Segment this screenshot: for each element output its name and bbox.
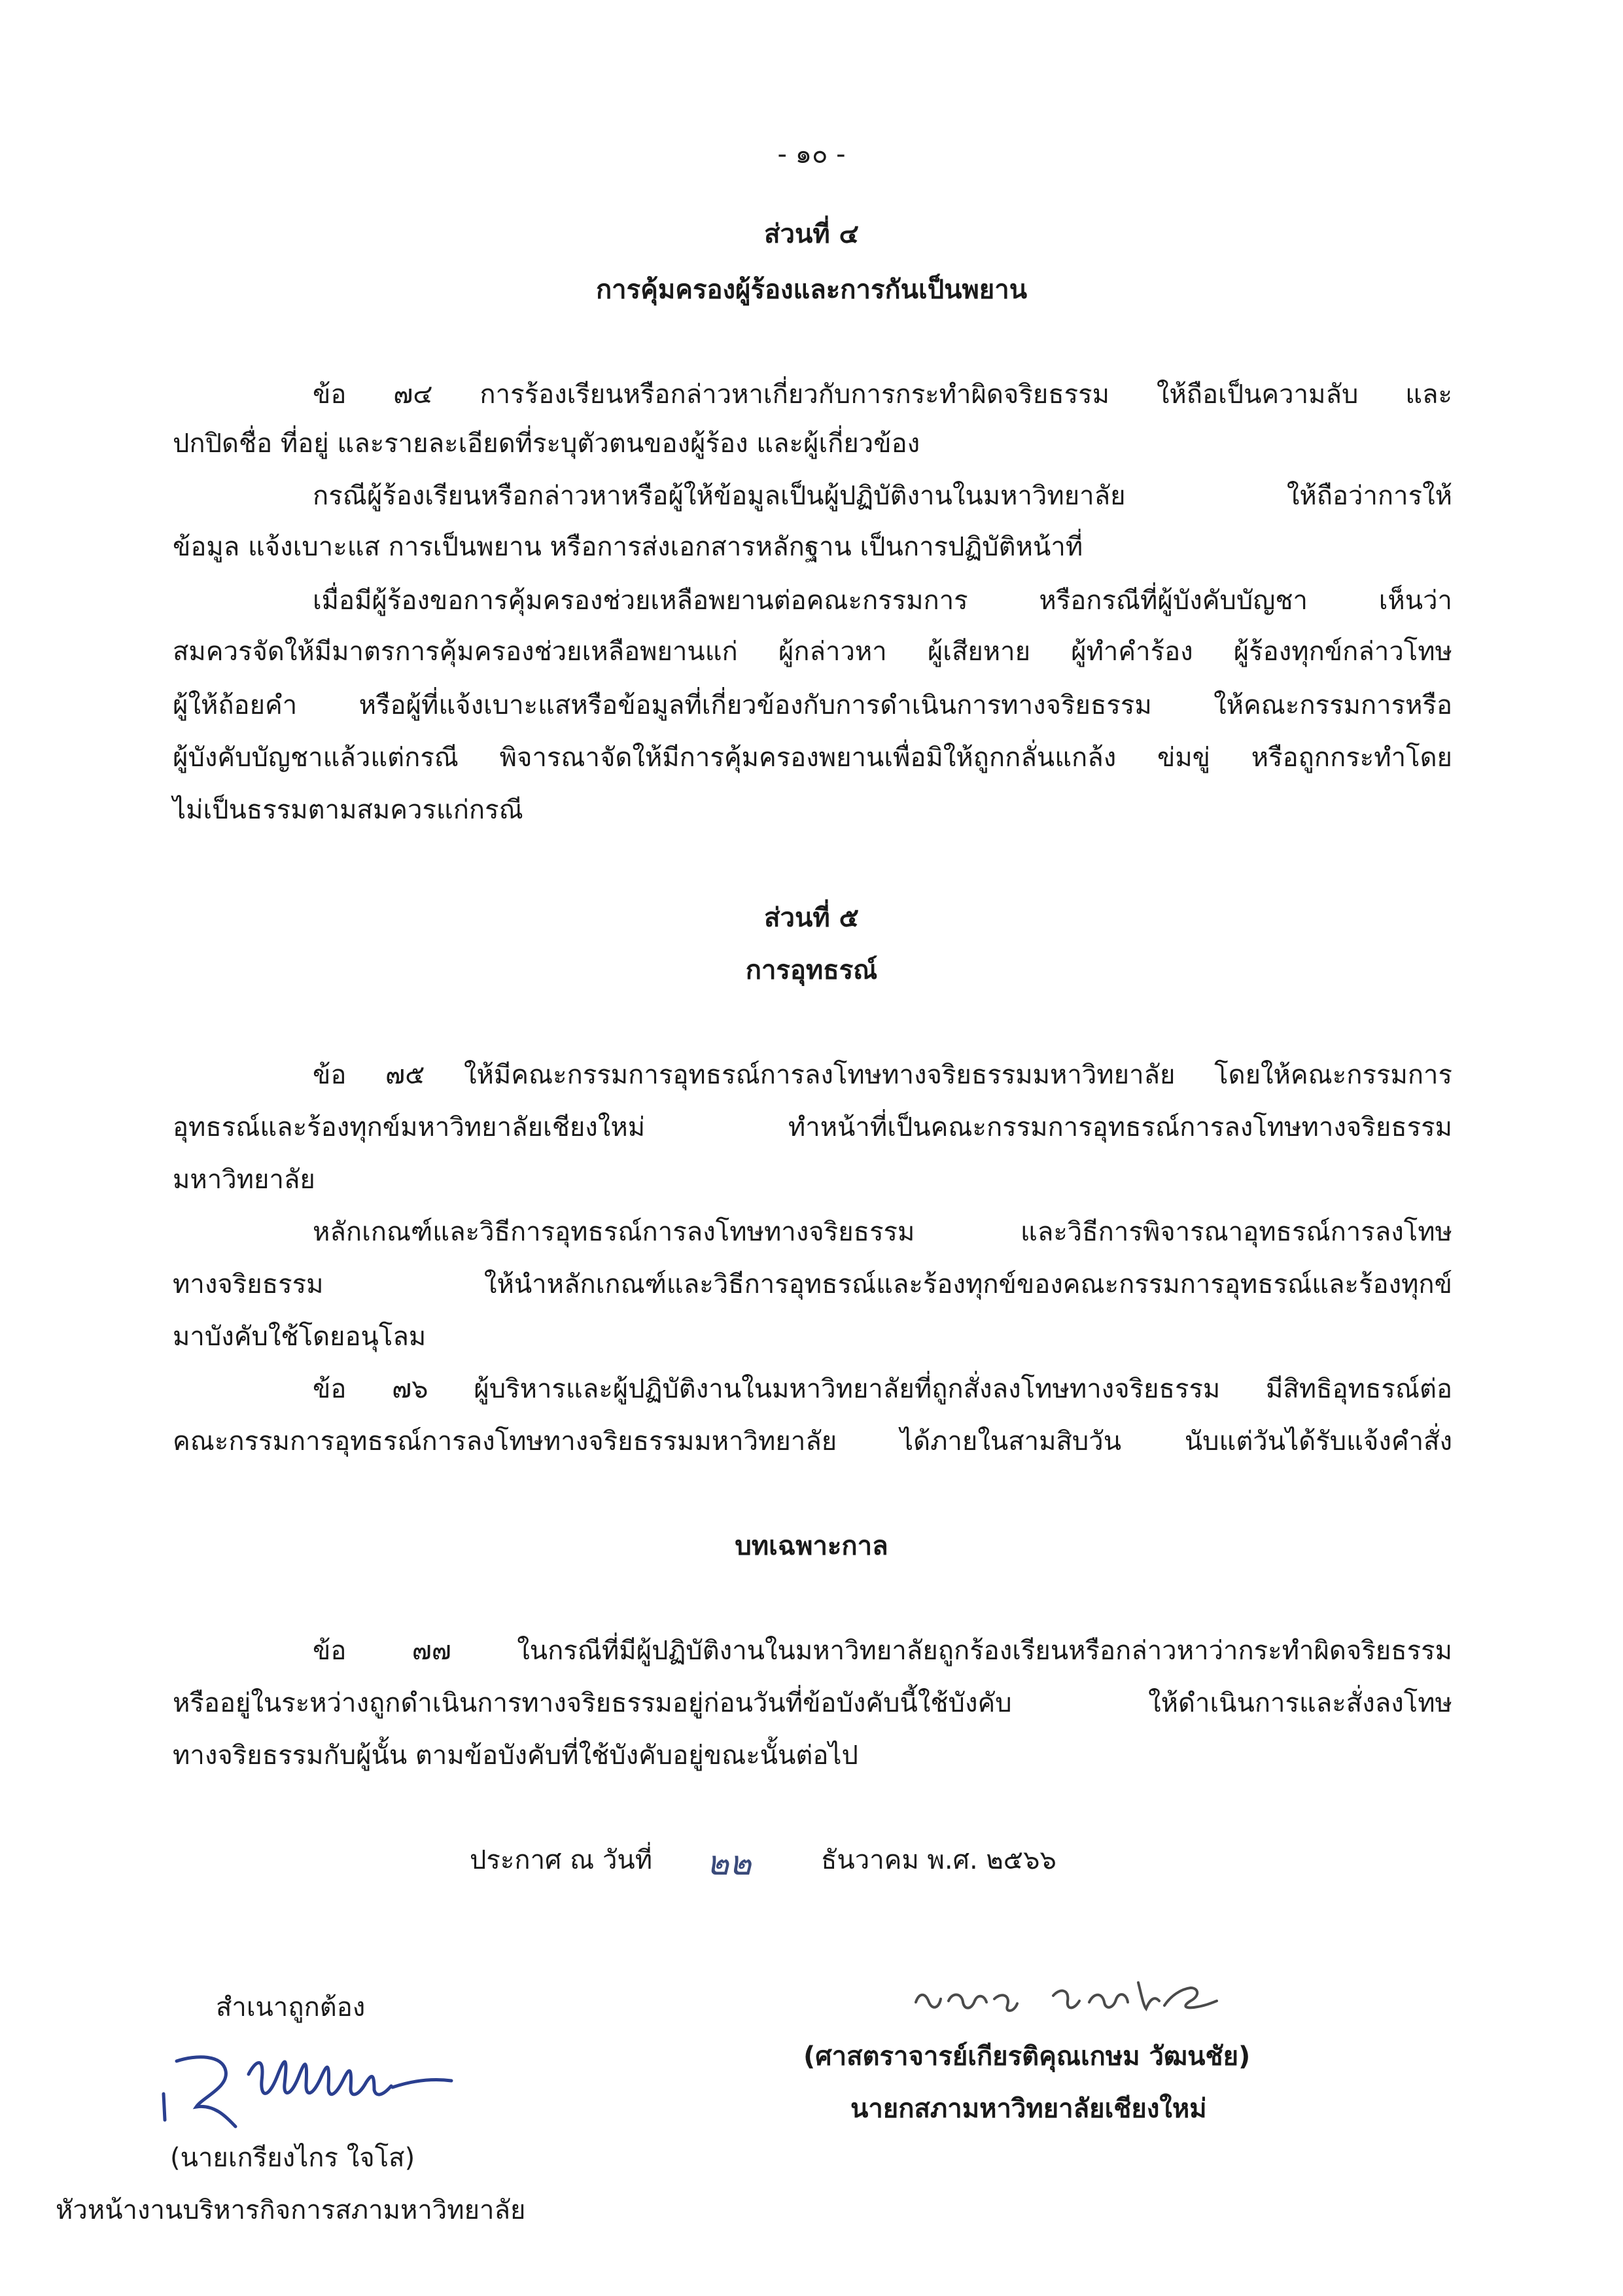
certifier-position: หัวหน้างานบริหารกิจการสภามหาวิทยาลัย [56, 2195, 526, 2225]
part4-line-9: ไม่เป็นธรรมตามสมควรแก่กรณี [173, 795, 523, 825]
part4-title: การคุ้มครองผู้ร้องและการกันเป็นพยาน [595, 275, 1028, 305]
transitional-line-2: หรืออยู่ในระหว่างถูกดำเนินการทางจริยธรรมอยู่ก่อนวันที่ข้อบังคับนี้ใช้บังคับ ให้ดำเนินการและสั่งลงโทษ [173, 1688, 1452, 1718]
part5-line-4: หลักเกณฑ์และวิธีการอุทธรณ์การลงโทษทางจริยธรรม และวิธีการพิจารณาอุทธรณ์การลงโทษ [313, 1217, 1452, 1247]
transitional-line-1: ข้อ ๗๗ ในกรณีที่มีผู้ปฏิบัติงานในมหาวิทยาลัยถูกร้องเรียนหรือกล่าวหาว่ากระทำผิดจริยธรรม [313, 1636, 1452, 1666]
part5-line-2: อุทธรณ์และร้องทุกข์มหาวิทยาลัยเชียงใหม่ ทำหน้าที่เป็นคณะกรรมการอุทธรณ์การลงโทษทางจริยธรรม [173, 1112, 1452, 1142]
part4-line-2: ปกปิดชื่อ ที่อยู่ และรายละเอียดที่ระบุตัวตนของผู้ร้อง และผู้เกี่ยวข้อง [173, 429, 920, 459]
announcement-prefix: ประกาศ ณ วันที่ [470, 1845, 653, 1875]
announcement-month-year: ธันวาคม พ.ศ. ๒๕๖๖ [821, 1845, 1056, 1875]
part5-line-7: ข้อ ๗๖ ผู้บริหารและผู้ปฏิบัติงานในมหาวิทยาลัยที่ถูกสั่งลงโทษทางจริยธรรม มีสิทธิอุทธรณ์ต่อ [313, 1374, 1452, 1404]
page-number: - ๑๐ - [777, 139, 846, 169]
certifier-signature [150, 2035, 478, 2133]
transitional-title: บทเฉพาะกาล [735, 1531, 888, 1561]
signatory-signature [903, 1969, 1243, 2028]
certified-label: สำเนาถูกต้อง [216, 1992, 366, 2022]
part4-heading: ส่วนที่ ๔ [764, 219, 859, 249]
part4-line-1: ข้อ ๗๔ การร้องเรียนหรือกล่าวหาเกี่ยวกับการกระทำผิดจริยธรรม ให้ถือเป็นความลับ และ [313, 380, 1452, 410]
part5-title: การอุทธรณ์ [745, 955, 878, 985]
certifier-name: (นายเกรียงไกร ใจโส) [170, 2143, 415, 2173]
part5-line-3: มหาวิทยาลัย [173, 1165, 315, 1195]
part5-line-1: ข้อ ๗๕ ให้มีคณะกรรมการอุทธรณ์การลงโทษทางจริยธรรมมหาวิทยาลัย โดยให้คณะกรรมการ [313, 1060, 1452, 1090]
part4-line-4: ข้อมูล แจ้งเบาะแส การเป็นพยาน หรือการส่งเอกสารหลักฐาน เป็นการปฏิบัติหน้าที่ [173, 532, 1083, 562]
part4-line-5: เมื่อมีผู้ร้องขอการคุ้มครองช่วยเหลือพยานต่อคณะกรรมการ หรือกรณีที่ผู้บังคับบัญชา เห็นว่า [313, 586, 1452, 616]
part5-heading: ส่วนที่ ๕ [764, 903, 859, 933]
part5-line-5: ทางจริยธรรม ให้นำหลักเกณฑ์และวิธีการอุทธรณ์และร้องทุกข์ของคณะกรรมการอุทธรณ์และร้องทุกข์ [173, 1269, 1452, 1299]
part4-line-8: ผู้บังคับบัญชาแล้วแต่กรณี พิจารณาจัดให้มีการคุ้มครองพยานเพื่อมิให้ถูกกลั่นแกล้ง ข่มขู่ หรือถูกกระทำโดย [173, 743, 1452, 773]
signatory-position: นายกสภามหาวิทยาลัยเชียงใหม่ [850, 2094, 1207, 2124]
part5-line-6: มาบังคับใช้โดยอนุโลม [173, 1322, 427, 1352]
part4-line-6: สมควรจัดให้มีมาตรการคุ้มครองช่วยเหลือพยานแก่ ผู้กล่าวหา ผู้เสียหาย ผู้ทำคำร้อง ผู้ร้องทุกข์กล่าวโทษ [173, 637, 1452, 667]
part4-line-3: กรณีผู้ร้องเรียนหรือกล่าวหาหรือผู้ให้ข้อมูลเป็นผู้ปฏิบัติงานในมหาวิทยาลัย ให้ถือว่าการให้ [313, 481, 1452, 511]
part5-line-8: คณะกรรมการอุทธรณ์การลงโทษทางจริยธรรมมหาวิทยาลัย ได้ภายในสามสิบวัน นับแต่วันได้รับแจ้งคำสั่ง [173, 1426, 1452, 1457]
part4-line-7: ผู้ให้ถ้อยคำ หรือผู้ที่แจ้งเบาะแสหรือข้อมูลที่เกี่ยวข้องกับการดำเนินการทางจริยธรรม ให้คณะกรรมการหรือ [173, 690, 1452, 720]
signatory-name: (ศาสตราจารย์เกียรติคุณเกษม วัฒนชัย) [803, 2041, 1251, 2072]
announcement-day-handwritten: ๒๒ [707, 1844, 752, 1883]
transitional-line-3: ทางจริยธรรมกับผู้นั้น ตามข้อบังคับที่ใช้บังคับอยู่ขณะนั้นต่อไป [173, 1740, 858, 1771]
